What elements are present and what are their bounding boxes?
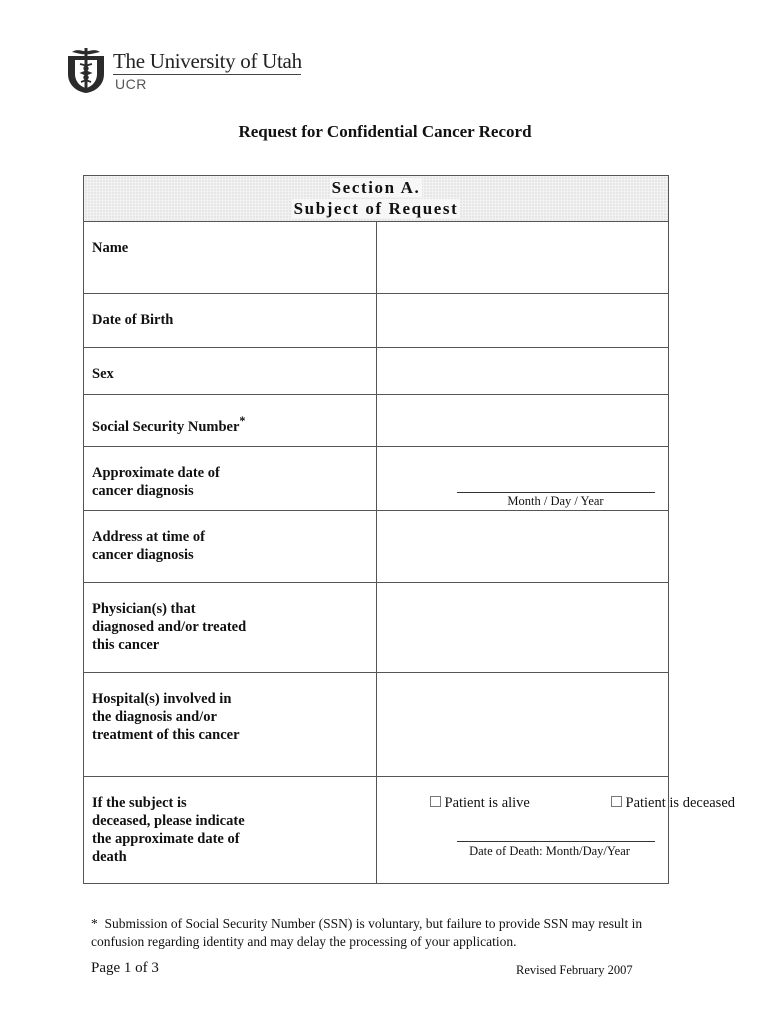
death-date-caption: Date of Death: Month/Day/Year — [469, 844, 630, 858]
form-row-diagnosis-date — [84, 447, 669, 511]
page-number: Page 1 of 3 — [91, 960, 159, 976]
hospital-label — [84, 673, 377, 777]
diagnosis-date-label-line2: cancer diagnosis — [92, 483, 194, 499]
form-row-sex — [84, 348, 669, 395]
patient-deceased-label: Patient is deceased — [625, 795, 736, 811]
form-row-name — [84, 222, 669, 294]
hospital-label-line1: Hospital(s) involved in — [92, 691, 232, 707]
institution-name: The University of Utah — [113, 49, 302, 73]
section-number: Section A. — [331, 178, 421, 197]
deceased-status-cell — [376, 777, 736, 884]
form-row-address — [84, 511, 669, 583]
diagnosis-date-label — [84, 447, 377, 511]
form-row-ssn — [84, 395, 669, 447]
request-form-table — [83, 175, 736, 884]
ssn-label: Social Security Number — [92, 418, 240, 435]
footnote-text: Submission of Social Security Number (SSN) is voluntary, but failure to provide SSN may result in confusion regarding identity and may delay the processing of your application. — [91, 916, 643, 949]
section-title: Subject of Request — [293, 199, 459, 218]
physician-label-line1: Physician(s) that — [92, 601, 196, 617]
section-header — [84, 176, 669, 222]
patient-alive-label: Patient is alive — [444, 795, 530, 811]
address-label-line2: cancer diagnosis — [92, 547, 194, 563]
deceased-label — [84, 777, 377, 884]
ssn-footnote-marker: * — [239, 414, 246, 428]
deceased-label-line1: If the subject is — [92, 795, 187, 811]
sex-field[interactable] — [376, 348, 669, 395]
address-label — [84, 511, 377, 583]
hospital-field[interactable] — [376, 673, 669, 777]
ssn-footnote — [91, 915, 691, 951]
form-row-deceased — [84, 777, 669, 884]
dob-field[interactable] — [376, 294, 669, 348]
patient-deceased-option[interactable] — [611, 795, 736, 812]
logo-divider — [113, 74, 301, 75]
revision-date: Revised February 2007 — [516, 963, 633, 977]
diagnosis-date-caption: Month / Day / Year — [507, 494, 604, 508]
checkbox-icon[interactable] — [430, 796, 441, 807]
address-label-line1: Address at time of — [92, 529, 205, 545]
document-title: Request for Confidential Cancer Record — [238, 122, 532, 141]
address-field[interactable] — [376, 511, 669, 583]
sex-label: Sex — [84, 348, 377, 395]
physician-field[interactable] — [376, 583, 669, 673]
footnote-marker: * — [91, 916, 98, 931]
form-row-hospital — [84, 673, 669, 777]
name-label: Name — [84, 222, 377, 294]
death-date-line[interactable] — [457, 841, 655, 842]
form-row-physician — [84, 583, 669, 673]
patient-alive-option[interactable] — [430, 795, 530, 812]
hospital-label-line2: the diagnosis and/or — [92, 709, 217, 725]
name-field[interactable] — [376, 222, 669, 294]
caduceus-shield-icon — [66, 46, 106, 94]
ssn-field[interactable] — [376, 395, 669, 447]
ssn-label-cell — [84, 395, 377, 447]
physician-label-line3: this cancer — [92, 637, 160, 653]
form-row-dob — [84, 294, 669, 348]
deceased-label-line2: deceased, please indicate — [92, 813, 245, 829]
dob-label: Date of Birth — [84, 294, 377, 348]
university-logo — [66, 44, 306, 96]
diagnosis-date-label-line1: Approximate date of — [92, 465, 220, 481]
physician-label — [84, 583, 377, 673]
unit-name: UCR — [115, 76, 147, 92]
checkbox-icon[interactable] — [611, 796, 622, 807]
physician-label-line2: diagnosed and/or treated — [92, 619, 247, 635]
diagnosis-date-line — [457, 492, 655, 493]
deceased-label-line4: death — [92, 849, 127, 865]
hospital-label-line3: treatment of this cancer — [92, 727, 240, 743]
deceased-label-line3: the approximate date of — [92, 831, 240, 847]
diagnosis-date-field[interactable] — [376, 447, 669, 511]
